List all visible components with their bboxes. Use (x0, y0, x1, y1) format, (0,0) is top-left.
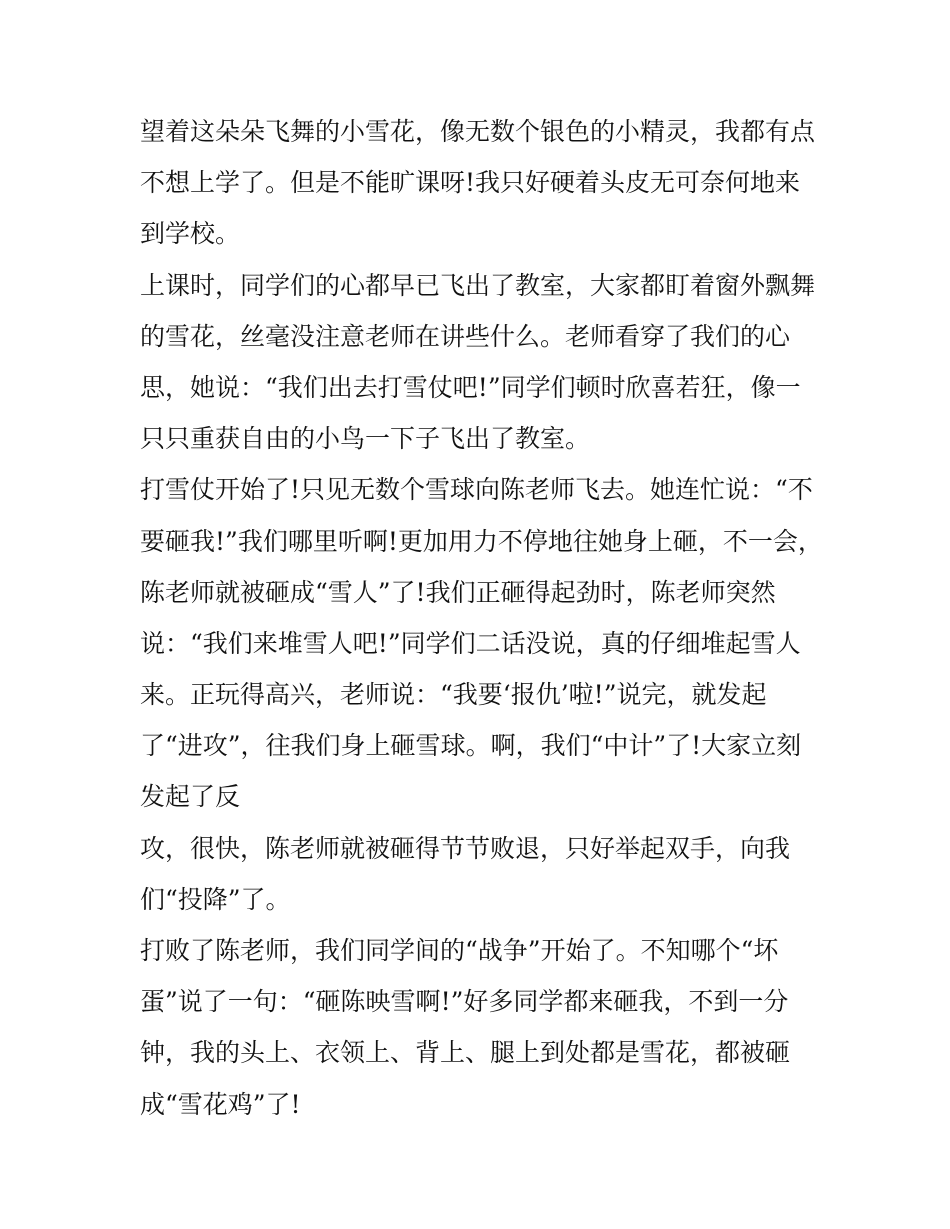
text-line: 了“进攻”，往我们身上砸雪球。啊，我们“中计”了!大家立刻 (140, 731, 802, 761)
text-line: 来。正玩得高兴，老师说：“我要‘报仇’啦!”说完，就发起 (140, 680, 767, 710)
text-line: 只只重获自由的小鸟一下子飞出了教室。 (140, 424, 591, 454)
text-line: 打雪仗开始了!只见无数个雪球向陈老师飞去。她连忙说：“不 (140, 475, 813, 505)
text-line: 钟，我的头上、衣领上、背上、腿上到处都是雪花，都被砸 (140, 1038, 791, 1068)
text-line: 打败了陈老师，我们同学间的“战争”开始了。不知哪个“坏 (140, 936, 779, 965)
text-line: 上课时，同学们的心都早已飞出了教室，大家都盯着窗外飘舞 (140, 270, 816, 300)
text-line: 不想上学了。但是不能旷课呀!我只好硬着头皮无可奈何地来 (140, 168, 801, 198)
text-line: 说：“我们来堆雪人吧!”同学们二话没说，真的仔细堆起雪人 (140, 628, 801, 658)
text-line: 发起了反 (140, 782, 241, 812)
text-line: 蛋”说了一句：“砸陈映雪啊!”好多同学都来砸我，不到一分 (140, 987, 789, 1017)
text-line: 到学校。 (140, 219, 241, 249)
text-line: 攻，很快，陈老师就被砸得节节败退，只好举起双手，向我 (140, 833, 791, 863)
text-line: 陈老师就被砸成“雪人”了!我们正砸得起劲时，陈老师突然 (140, 577, 776, 607)
text-line: 的雪花，丝毫没注意老师在讲些什么。老师看穿了我们的心 (140, 321, 791, 351)
text-line: 成“雪花鸡”了! (140, 1089, 301, 1119)
body-text (140, 106, 840, 1130)
text-line: 们“投降”了。 (140, 884, 291, 914)
text-line: 望着这朵朵飞舞的小雪花，像无数个银色的小精灵，我都有点 (140, 117, 816, 146)
text-line: 思，她说：“我们出去打雪仗吧!”同学们顿时欣喜若狂，像一 (140, 372, 801, 402)
text-line: 要砸我!”我们哪里听啊!更加用力不停地往她身上砸，不一会， (140, 526, 823, 556)
